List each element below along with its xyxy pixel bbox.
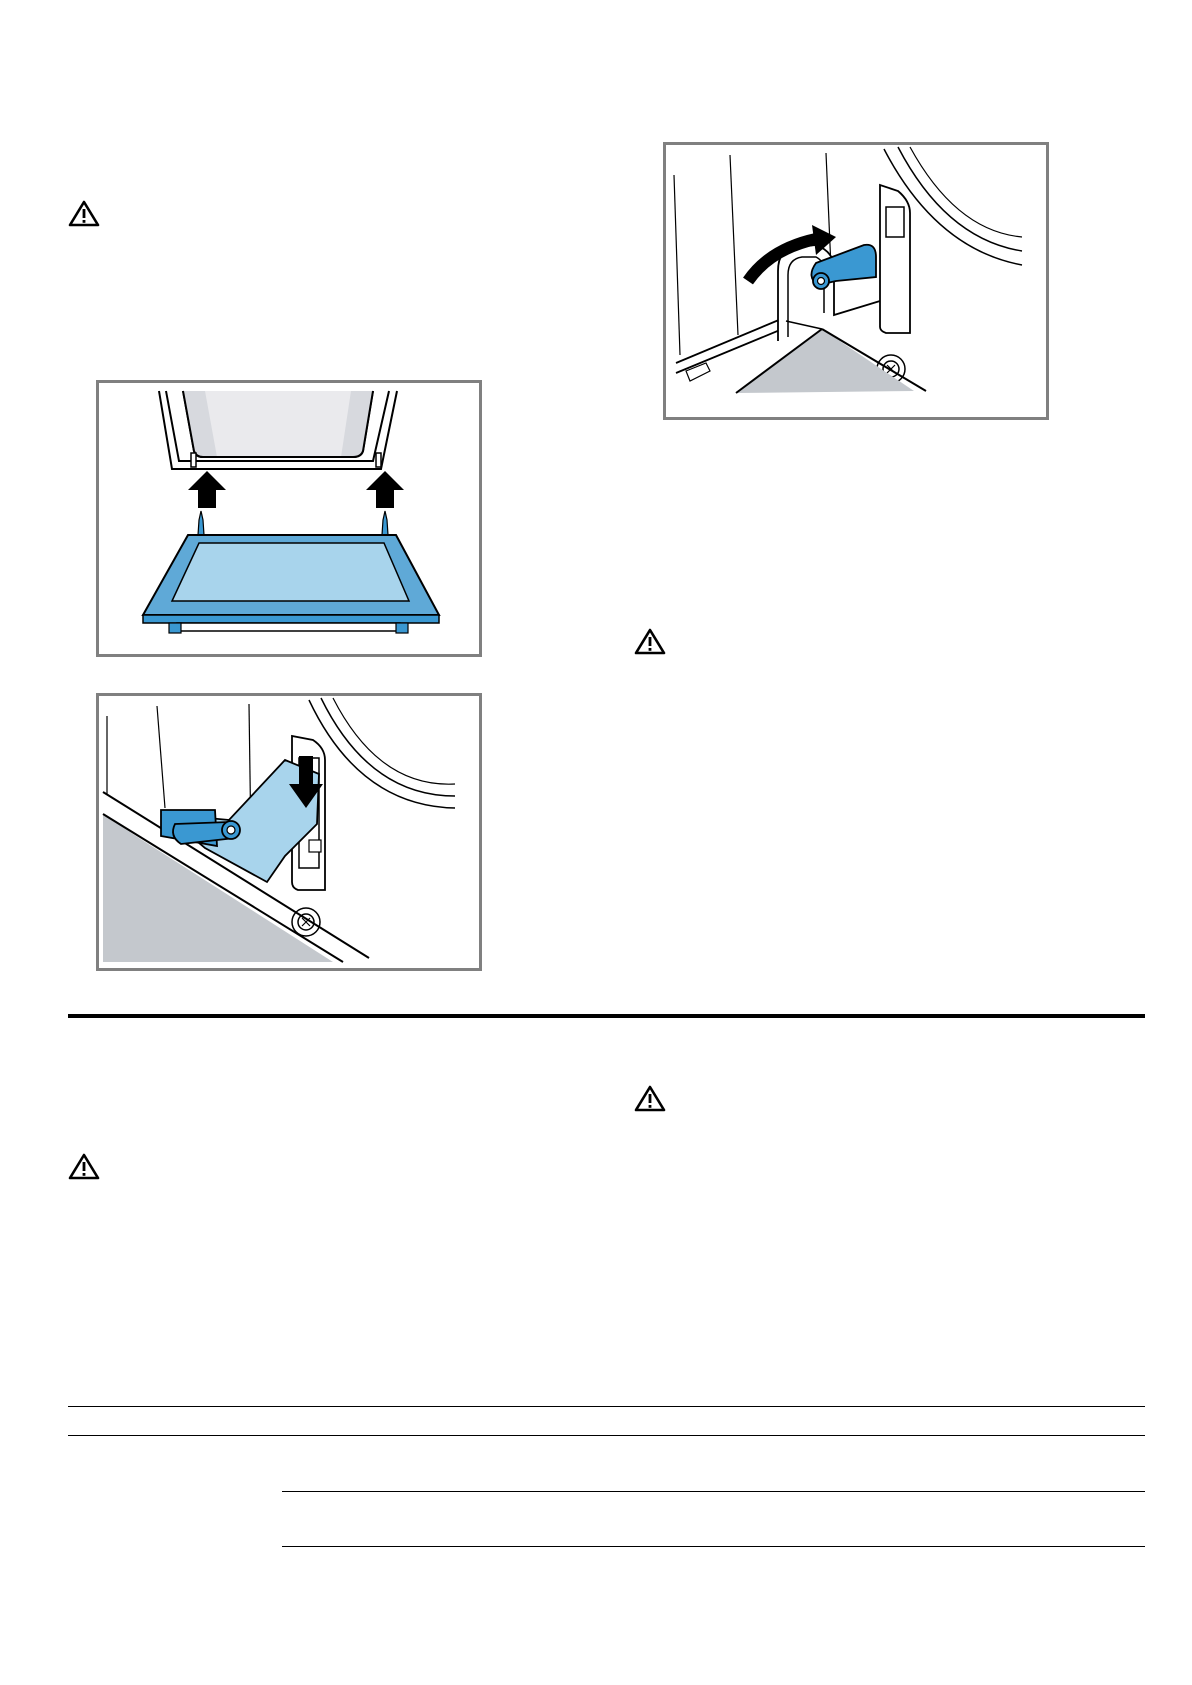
figure-hinge-lock-down <box>96 693 482 971</box>
warning-triangle-icon <box>634 627 666 655</box>
table-rule <box>282 1546 1145 1547</box>
figure-hinge-lock-up <box>663 142 1049 420</box>
table-rule <box>282 1491 1145 1492</box>
warning-triangle-icon <box>68 1152 100 1180</box>
arrow-icon <box>366 471 404 508</box>
table-rule <box>68 1435 1145 1436</box>
warning-triangle-icon <box>634 1084 666 1112</box>
section-divider <box>68 1014 1145 1018</box>
figure-door-panel-insert <box>96 380 482 657</box>
table-rule <box>68 1406 1145 1407</box>
arrow-icon <box>188 471 226 508</box>
warning-triangle-icon <box>68 199 100 227</box>
